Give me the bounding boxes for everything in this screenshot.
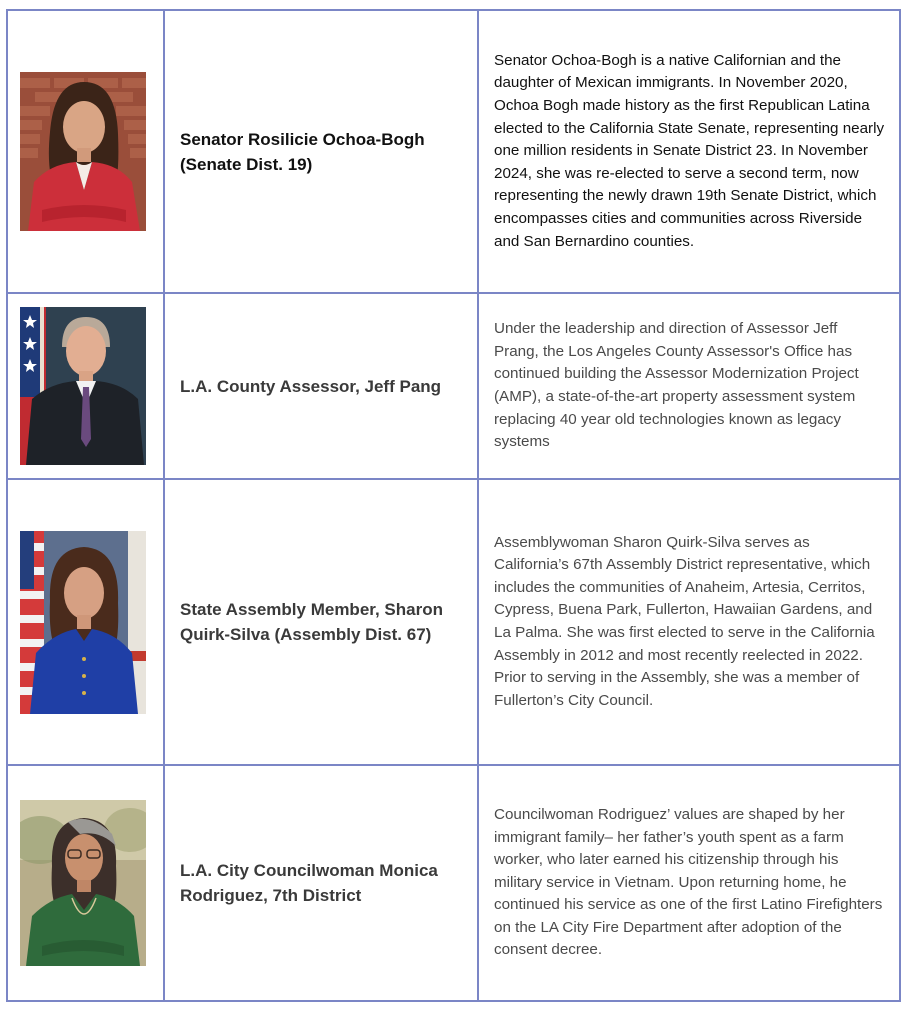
portrait-ochoa-bogh bbox=[20, 72, 146, 231]
portrait-jeff-pang bbox=[20, 307, 146, 465]
speaker-name: L.A. County Assessor, Jeff Pang bbox=[180, 376, 442, 396]
photo-cell bbox=[7, 765, 164, 1001]
speaker-bio: Councilwoman Rodriguez’ values are shaped by her immigrant family– her father’s youth spent as a farm worker, who later earned his citizenship through his military service in Vietnam. Upon returning home, he continued his service as one of the first Latino Firefighters on the LA City Fire Department after adoption of the consent decree. bbox=[494, 805, 883, 959]
photo-cell bbox=[7, 293, 164, 479]
name-cell bbox=[164, 293, 478, 479]
speaker-bio: Assemblywoman Sharon Quirk-Silva serves as California’s 67th Assembly District representative, which includes the communities of Anaheim, Artesia, Cerritos, Cypress, Buena Park, Fullerton, Hawaiian Gardens, and La Palma. She was first elected to serve in the California Assembly in 2012 and most recently reelected in 2022. Prior to serving in the Assembly, she was a member of Fullerton’s City Council. bbox=[494, 533, 875, 709]
speaker-bio: Under the leadership and direction of Assessor Jeff Prang, the Los Angeles County Assessor's Office has continued building the Assessor Modernization Project (AMP), a state-of-the-art property assessment system replacing 40 year old technologies known as legacy systems bbox=[494, 320, 859, 451]
table-row bbox=[7, 293, 900, 479]
bio-cell bbox=[478, 10, 900, 293]
bio-cell bbox=[478, 479, 900, 765]
name-cell bbox=[164, 10, 478, 293]
bio-cell bbox=[478, 765, 900, 1001]
name-cell bbox=[164, 765, 478, 1001]
table-row bbox=[7, 765, 900, 1001]
photo-cell bbox=[7, 10, 164, 293]
bio-cell bbox=[478, 293, 900, 479]
name-cell bbox=[164, 479, 478, 765]
table-row bbox=[7, 479, 900, 765]
portrait-monica-rodriguez bbox=[20, 800, 146, 966]
speakers-table bbox=[6, 9, 901, 1002]
speaker-name: Senator Rosilicie Ochoa-Bogh (Senate Dist. 19) bbox=[180, 129, 425, 174]
speaker-name: L.A. City Councilwoman Monica Rodriguez, 7th District bbox=[180, 861, 438, 905]
speaker-bio: Senator Ochoa-Bogh is a native Californian and the daughter of Mexican immigrants. In November 2020, Ochoa Bogh made history as the first Republican Latina elected to the California State Senate, representing nearly one million residents in Senate District 23. In November 2024, she was re-elected to serve a second term, now representing the newly drawn 19th Senate District, which encompasses cities and communities across Riverside and San Bernardino counties. bbox=[494, 51, 885, 250]
speaker-name: State Assembly Member, Sharon Quirk-Silva (Assembly Dist. 67) bbox=[180, 600, 443, 644]
table-row bbox=[7, 10, 900, 293]
portrait-quirk-silva bbox=[20, 531, 146, 714]
photo-cell bbox=[7, 479, 164, 765]
